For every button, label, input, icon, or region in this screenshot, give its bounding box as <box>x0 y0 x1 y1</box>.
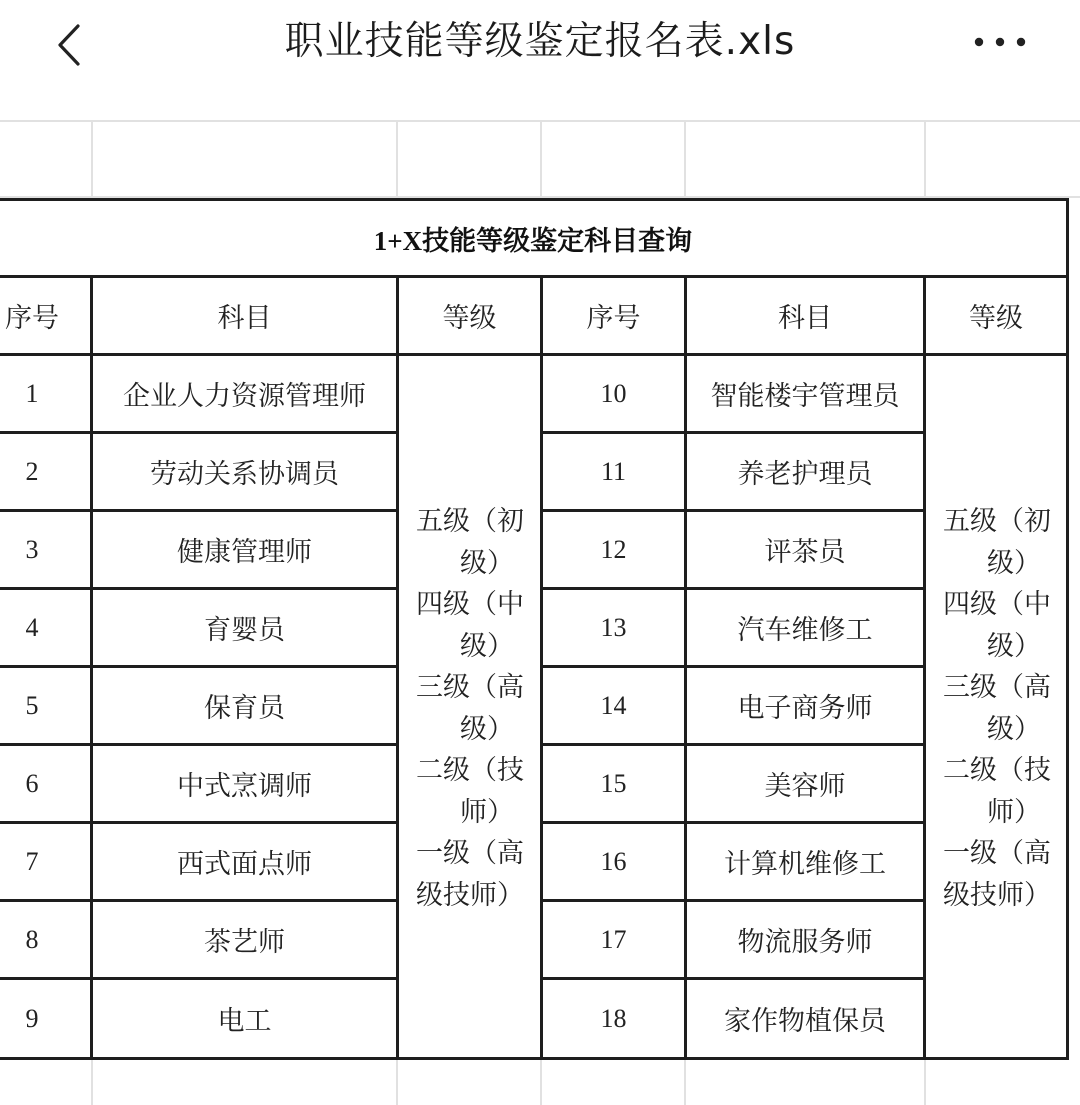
level-line: 四级（中 <box>416 589 524 620</box>
level-line: 四级（中 <box>943 589 1051 620</box>
table-border <box>396 275 399 1060</box>
top-bar <box>0 0 1080 110</box>
table-cell-seq[interactable]: 12 <box>600 534 627 564</box>
grid-line <box>924 120 926 198</box>
table-cell-subject[interactable]: 茶艺师 <box>204 927 285 958</box>
table-cell-subject[interactable]: 评茶员 <box>764 537 846 568</box>
level-line: 级技师） <box>416 879 524 911</box>
table-cell-subject[interactable]: 物流服务师 <box>737 927 873 958</box>
table-cell-subject[interactable]: 计算机维修工 <box>724 849 886 880</box>
table-cell-subject[interactable]: 保育员 <box>204 693 285 724</box>
table-cell-seq[interactable]: 11 <box>600 456 627 486</box>
spreadsheet-area[interactable] <box>0 120 1080 1105</box>
table-cell-subject[interactable]: 智能楼宇管理员 <box>710 381 900 412</box>
header-seq-right: 序号 <box>586 303 641 334</box>
level-line: 三级（高 <box>416 672 524 703</box>
table-cell-subject[interactable]: 西式面点师 <box>177 849 312 880</box>
level-line: 三级（高 <box>943 672 1051 703</box>
header-subject-left: 科目 <box>217 303 272 334</box>
grid-line <box>91 120 93 198</box>
level-line: 级） <box>987 547 1041 579</box>
table-cell-seq[interactable]: 6 <box>25 768 39 798</box>
table-cell-subject[interactable]: 电工 <box>217 1006 272 1037</box>
table-cell-seq[interactable]: 17 <box>600 924 627 954</box>
grid-line <box>684 1060 686 1105</box>
header-subject-right: 科目 <box>778 303 832 334</box>
table-cell-seq[interactable]: 9 <box>25 1003 39 1033</box>
more-horizontal-icon <box>970 20 1030 70</box>
level-line: 二级（技 <box>943 755 1051 786</box>
level-line: 级） <box>460 630 514 662</box>
table-cell-seq[interactable]: 7 <box>25 846 39 876</box>
table-cell-subject[interactable]: 养老护理员 <box>737 459 873 490</box>
more-button[interactable] <box>970 20 1030 70</box>
table-cell-subject[interactable]: 育婴员 <box>204 615 285 646</box>
level-line: 师） <box>987 796 1041 828</box>
level-line: 师） <box>460 796 514 828</box>
table-border <box>923 275 926 1060</box>
table-cell-subject[interactable]: 中式烹调师 <box>177 771 312 802</box>
table-cell-subject[interactable]: 汽车维修工 <box>737 615 873 646</box>
table-cell-subject[interactable]: 电子商务师 <box>737 693 873 724</box>
level-line: 五级（初 <box>943 506 1051 537</box>
level-line: 一级（高 <box>416 838 524 869</box>
table-cell-subject[interactable]: 企业人力资源管理师 <box>123 381 366 412</box>
table-cell-seq[interactable]: 16 <box>600 846 627 876</box>
table-cell-subject[interactable]: 健康管理师 <box>177 537 312 568</box>
level-line: 级） <box>460 547 514 579</box>
level-line: 级） <box>987 630 1041 662</box>
table-cell-seq[interactable]: 5 <box>25 690 39 720</box>
level-line: 级） <box>987 713 1041 745</box>
table-cell-seq[interactable]: 1 <box>25 378 39 408</box>
header-level-left: 等级 <box>442 303 497 334</box>
table-cell-seq[interactable]: 4 <box>25 612 39 642</box>
level-line: 二级（技 <box>416 755 524 786</box>
table-title: 1+X技能等级鉴定科目查询 <box>373 225 693 256</box>
grid-line <box>396 120 398 198</box>
table-cell-subject[interactable]: 劳动关系协调员 <box>150 459 339 490</box>
level-line: 级技师） <box>943 879 1051 911</box>
level-cell-right[interactable] <box>943 501 1067 916</box>
grid-line <box>540 1060 542 1105</box>
grid-line <box>684 120 686 198</box>
file-title: 职业技能等级鉴定报名表.xls <box>284 19 796 64</box>
table-cell-seq[interactable]: 2 <box>25 456 39 486</box>
table-cell-seq[interactable]: 10 <box>600 378 627 408</box>
level-line: 一级（高 <box>943 838 1051 869</box>
table-cell-seq[interactable]: 13 <box>600 612 627 642</box>
table-cell-subject[interactable]: 美容师 <box>764 771 846 802</box>
grid-line <box>91 1060 93 1105</box>
header-seq-left: 序号 <box>5 303 59 334</box>
grid-line <box>540 120 542 198</box>
table-cell-seq[interactable]: 15 <box>600 768 627 798</box>
table-cell-seq[interactable]: 8 <box>25 924 39 954</box>
grid-line <box>924 1060 926 1105</box>
level-cell-left[interactable] <box>416 501 540 916</box>
table-cell-seq[interactable]: 14 <box>600 690 627 720</box>
grid-line <box>396 1060 398 1105</box>
table-cell-seq[interactable]: 3 <box>25 534 39 564</box>
header-level-right: 等级 <box>969 303 1023 334</box>
level-line: 级） <box>460 713 514 745</box>
table-border <box>0 1057 1068 1060</box>
table-cell-seq[interactable]: 18 <box>600 1003 627 1033</box>
table-cell-subject[interactable]: 家作物植保员 <box>724 1006 886 1037</box>
level-line: 五级（初 <box>416 506 524 537</box>
